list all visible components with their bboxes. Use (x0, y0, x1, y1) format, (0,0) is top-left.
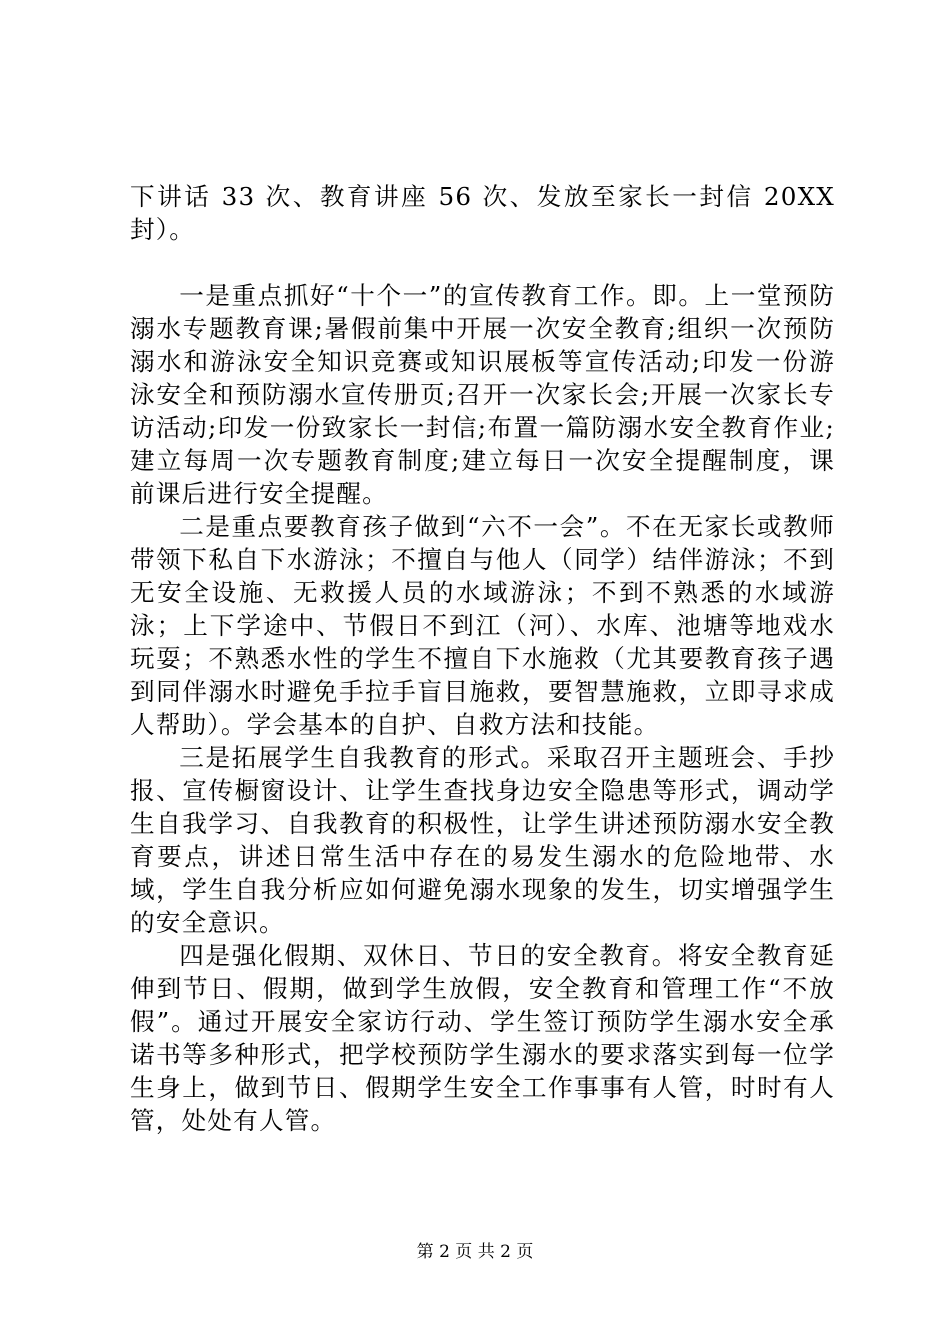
paragraph-point-two: 二是重点要教育孩子做到“六不一会”。不在无家长或教师带领下私自下水游泳；不擅自与他人（同学）结伴游泳；不到无安全设施、无救援人员的水域游泳；不到不熟悉的水域游泳；上下学途中、节假日不到江（河）、水库、池塘等地戏水玩耍；不熟悉水性的学生不擅自下水施救（尤其要教育孩子遇到同伴溺水时避免手拉手盲目施救，要智慧施救，立即寻求成人帮助）。学会基本的自护、自救方法和技能。 (130, 512, 835, 739)
paragraph-continuation: 下讲话 33 次、教育讲座 56 次、发放至家长一封信 20XX 封）。 (130, 182, 835, 244)
paragraph-point-one: 一是重点抓好“十个一”的宣传教育工作。即。上一堂预防溺水专题教育课;暑假前集中开展一次安全教育;组织一次预防溺水和游泳安全知识竞赛或知识展板等宣传活动;印发一份游泳安全和预防溺水宣传册页;召开一次家长会;开展一次家长专访活动;印发一份致家长一封信;布置一篇防溺水安全教育作业;建立每周一次专题教育制度;建立每日一次安全提醒制度，课前课后进行安全提醒。 (130, 281, 835, 508)
document-body (130, 180, 835, 1137)
page-number-footer: 第 2 页 共 2 页 (416, 1242, 534, 1262)
paragraph-point-three: 三是拓展学生自我教育的形式。采取召开主题班会、手抄报、宣传橱窗设计、让学生查找身边安全隐患等形式，调动学生自我学习、自我教育的积极性，让学生讲述预防溺水安全教育要点，讲述日常生活中存在的易发生溺水的危险地带、水域，学生自我分析应如何避免溺水现象的发生，切实增强学生的安全意识。 (130, 743, 835, 937)
paragraph-point-four: 四是强化假期、双休日、节日的安全教育。将安全教育延伸到节日、假期，做到学生放假，安全教育和管理工作“不放假”。通过开展安全家访行动、学生签订预防学生溺水安全承诺书等多种形式，把学校预防学生溺水的要求落实到每一位学生身上，做到节日、假期学生安全工作事事有人管，时时有人管，处处有人管。 (130, 941, 835, 1135)
